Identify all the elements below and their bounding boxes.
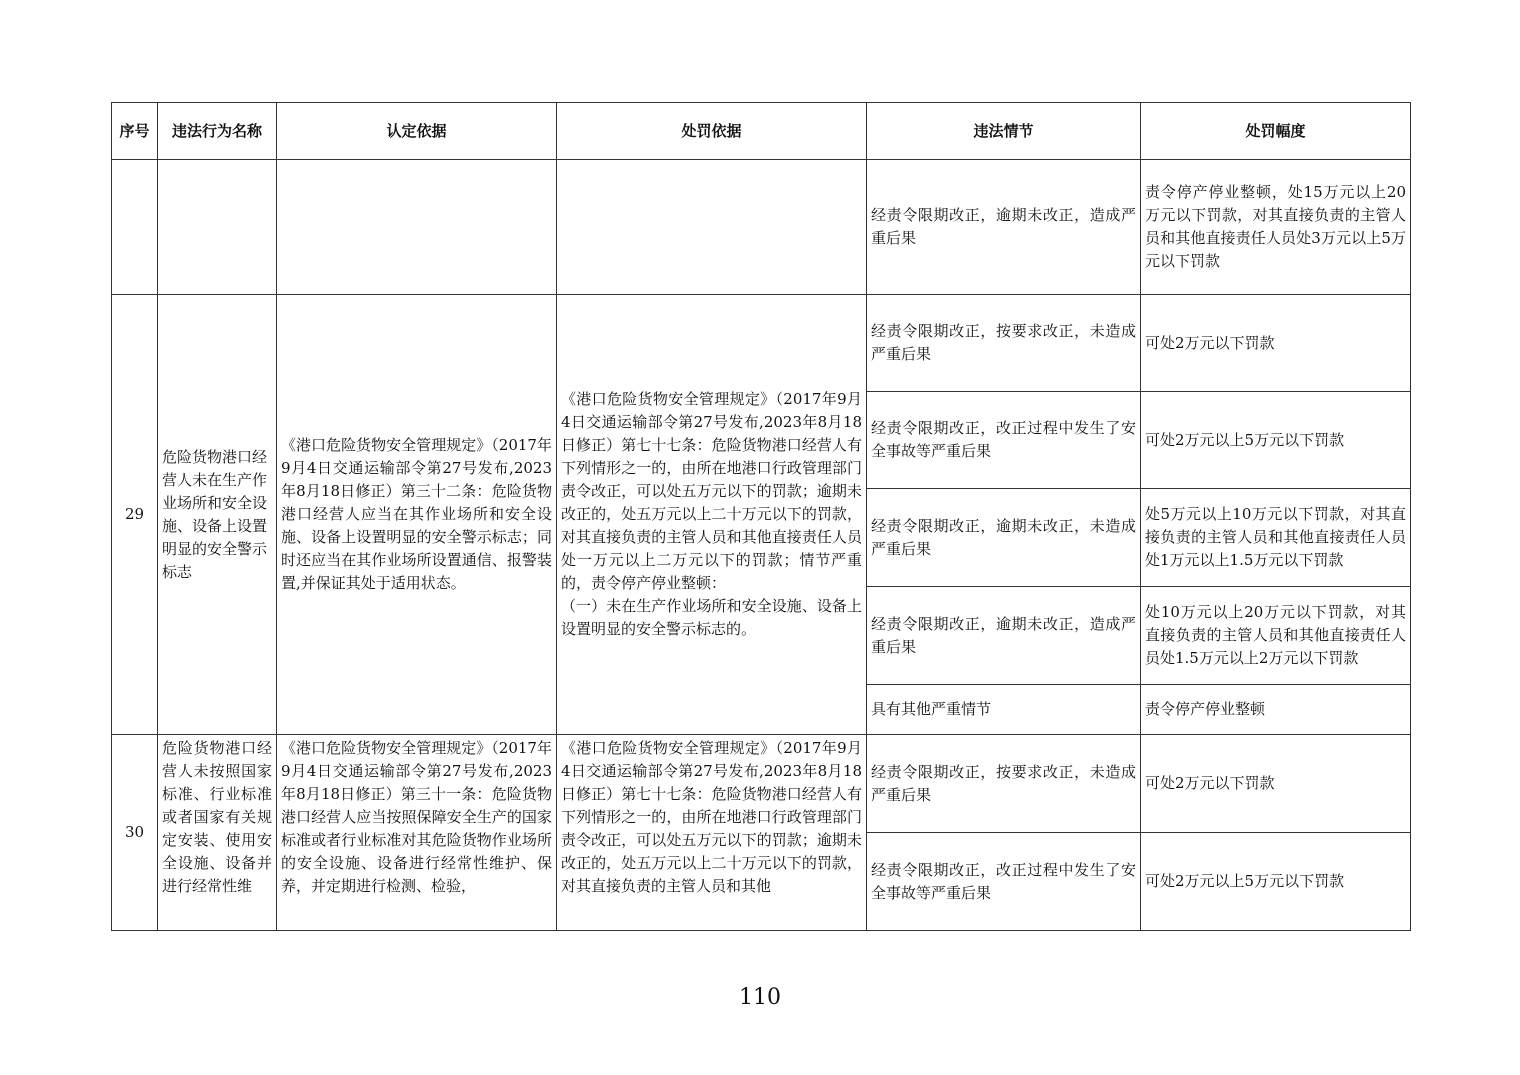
page-number: 110 bbox=[739, 985, 781, 1010]
range-cell: 可处2万元以下罚款 bbox=[1141, 735, 1411, 833]
header-basis: 认定依据 bbox=[277, 103, 557, 160]
cell-empty bbox=[158, 160, 277, 295]
header-circumstance: 违法情节 bbox=[867, 103, 1141, 160]
range-cell: 可处2万元以上5万元以下罚款 bbox=[1141, 833, 1411, 931]
table-row-continued bbox=[112, 160, 1411, 295]
cell-empty bbox=[277, 160, 557, 295]
violation-name-cell: 危险货物港口经营人未按照国家标准、行业标准或者国家有关规定安装、使用安全设施、设备并进行经常性维 bbox=[158, 735, 277, 931]
range-cell: 处10万元以上20万元以下罚款，对其直接负责的主管人员和其他直接责任人员处1.5万元以上2万元以下罚款 bbox=[1141, 587, 1411, 685]
penalty-basis-cell: 《港口危险货物安全管理规定》（2017年9月4日交通运输部令第27号发布,2023年8月18日修正）第七十七条：危险货物港口经营人有下列情形之一的，由所在地港口行政管理部门责令改正，可以处五万元以下的罚款；逾期未改正的，处五万元以上二十万元以下的罚款，对其直接负责的主管人员和其他 bbox=[557, 735, 867, 931]
circumstance-cell: 经责令限期改正，按要求改正，未造成严重后果 bbox=[867, 295, 1141, 392]
range-cell: 责令停产停业整顿 bbox=[1141, 685, 1411, 735]
circumstance-cell: 经责令限期改正，逾期未改正，造成严重后果 bbox=[867, 160, 1141, 295]
circumstance-cell: 经责令限期改正，改正过程中发生了安全事故等严重后果 bbox=[867, 833, 1141, 931]
basis-cell: 《港口危险货物安全管理规定》（2017年9月4日交通运输部令第27号发布,2023年8月18日修正）第三十二条：危险货物港口经营人应当在其作业场所和安全设施、设备上设置明显的安全警示标志；同时还应当在其作业场所设置通信、报警装置,并保证其处于适用状态。 bbox=[277, 295, 557, 735]
header-name: 违法行为名称 bbox=[158, 103, 277, 160]
circumstance-cell: 具有其他严重情节 bbox=[867, 685, 1141, 735]
table-row bbox=[112, 295, 1411, 392]
table-row bbox=[112, 735, 1411, 833]
cell-empty bbox=[557, 160, 867, 295]
range-cell: 处5万元以上10万元以下罚款，对其直接负责的主管人员和其他直接责任人员处1万元以上1.5万元以下罚款 bbox=[1141, 489, 1411, 587]
row-number: 30 bbox=[112, 735, 158, 931]
row-number: 29 bbox=[112, 295, 158, 735]
range-cell: 可处2万元以上5万元以下罚款 bbox=[1141, 392, 1411, 489]
violation-name-cell: 危险货物港口经营人未在生产作业场所和安全设施、设备上设置明显的安全警示标志 bbox=[158, 295, 277, 735]
header-penalty-basis: 处罚依据 bbox=[557, 103, 867, 160]
penalty-basis-cell: 《港口危险货物安全管理规定》（2017年9月4日交通运输部令第27号发布,2023年8月18日修正）第七十七条：危险货物港口经营人有下列情形之一的，由所在地港口行政管理部门责令改正，可以处五万元以下的罚款；逾期未改正的，处五万元以上二十万元以下的罚款，对其直接负责的主管人员和其他直接责任人员处一万元以上二万元以下的罚款；情节严重的，责令停产停业整顿： （一）未在生产作业场所和安全设施、设备上设置明显的安全警示标志的。 bbox=[557, 295, 867, 735]
cell-empty bbox=[112, 160, 158, 295]
penalty-table bbox=[111, 102, 1411, 931]
header-num: 序号 bbox=[112, 103, 158, 160]
circumstance-cell: 经责令限期改正，逾期未改正，造成严重后果 bbox=[867, 587, 1141, 685]
basis-cell: 《港口危险货物安全管理规定》（2017年9月4日交通运输部令第27号发布,2023年8月18日修正）第三十一条：危险货物港口经营人应当按照保障安全生产的国家标准或者行业标准对其危险货物作业场所的安全设施、设备进行经常性维护、保养，并定期进行检测、检验， bbox=[277, 735, 557, 931]
circumstance-cell: 经责令限期改正，按要求改正，未造成严重后果 bbox=[867, 735, 1141, 833]
range-cell: 责令停产停业整顿，处15万元以上20万元以下罚款，对其直接负责的主管人员和其他直接责任人员处3万元以上5万元以下罚款 bbox=[1141, 160, 1411, 295]
header-range: 处罚幅度 bbox=[1141, 103, 1411, 160]
circumstance-cell: 经责令限期改正，逾期未改正，未造成严重后果 bbox=[867, 489, 1141, 587]
range-cell: 可处2万元以下罚款 bbox=[1141, 295, 1411, 392]
table-header-row bbox=[112, 103, 1411, 160]
circumstance-cell: 经责令限期改正，改正过程中发生了安全事故等严重后果 bbox=[867, 392, 1141, 489]
